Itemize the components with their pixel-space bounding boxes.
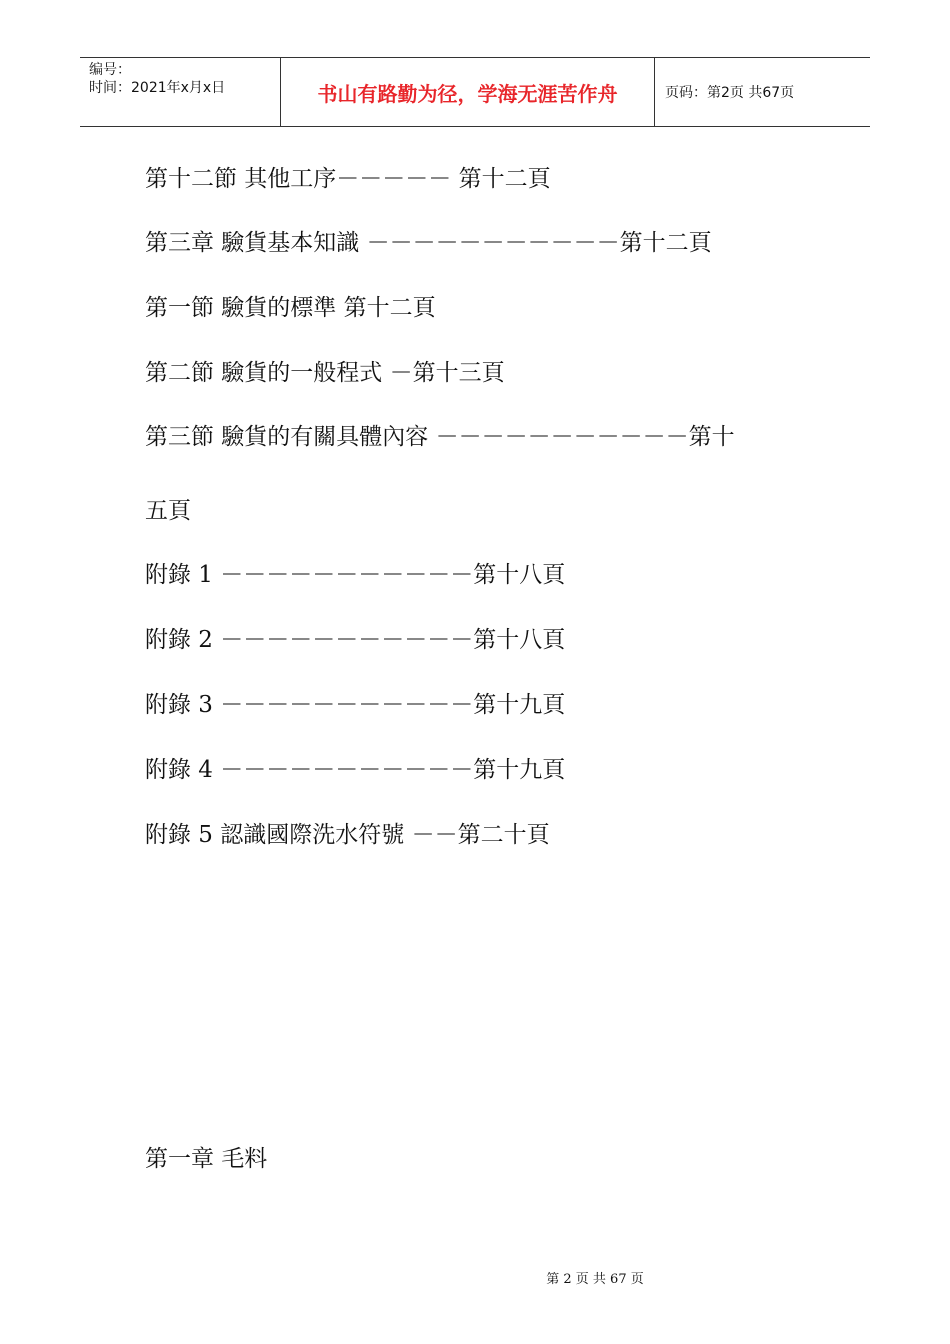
header-meta [80,58,281,126]
toc-line: 第三節 驗貨的有關具體內容 －－－－－－－－－－－第十 [145,424,735,450]
header-page-info: 页码：第2页 共67页 [665,85,795,101]
toc-line: 第一節 驗貨的標準 第十二頁 [145,295,436,321]
toc-line: 附錄 2 －－－－－－－－－－－第十八頁 [145,627,566,653]
toc-line: 附錄 1 －－－－－－－－－－－第十八頁 [145,562,566,588]
time-label: 时间：2021年x月x日 [89,80,226,96]
page-footer: 第 2 页 共 67 页 [546,1272,644,1287]
toc-line: 第二節 驗貨的一般程式 －第十三頁 [145,360,505,386]
chapter-heading: 第一章 毛料 [145,1146,268,1172]
toc-line: 附錄 3 －－－－－－－－－－－第十九頁 [145,692,566,718]
header-motto: 书山有路勤为径，学海无涯苦作舟 [281,58,655,126]
toc-line: 第十二節 其他工序－－－－－ 第十二頁 [145,166,551,192]
toc-line: 附錄 5 認識國際洗水符號 －－第二十頁 [145,822,550,848]
number-label: 编号： [89,62,131,78]
toc-line: 五頁 [145,498,191,524]
toc-line: 第三章 驗貨基本知識 －－－－－－－－－－－第十二頁 [145,230,712,256]
page-header [80,57,870,127]
toc-line: 附錄 4 －－－－－－－－－－－第十九頁 [145,757,566,783]
